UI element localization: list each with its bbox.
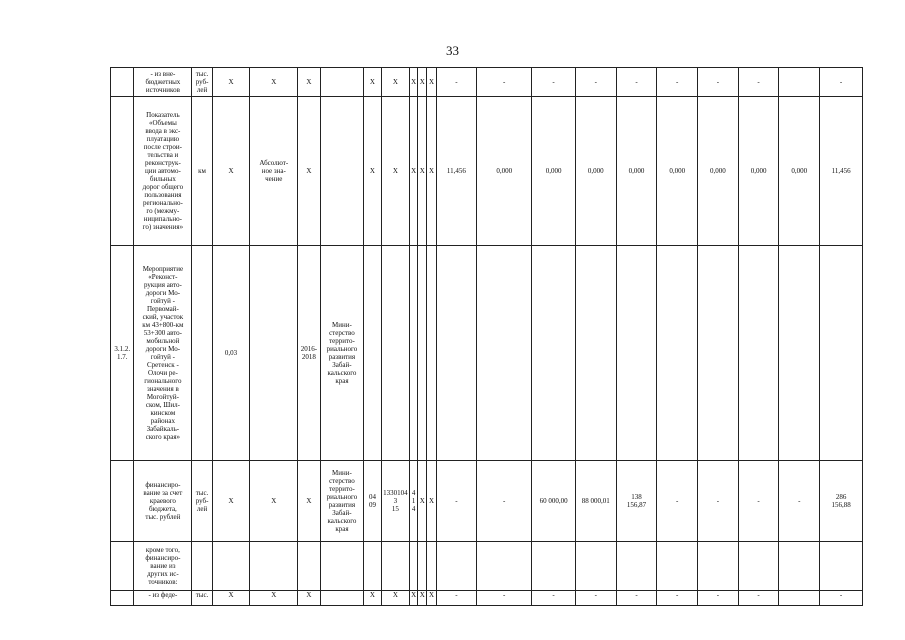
cell-value (532, 542, 576, 591)
cell-value (477, 542, 532, 591)
cell-value: - (477, 591, 532, 606)
cell-value: 0,000 (738, 97, 779, 246)
cell-number (111, 97, 134, 246)
cell-value (436, 246, 477, 461)
cell-value: - (436, 591, 477, 606)
cell-value (477, 246, 532, 461)
cell-value: - (698, 591, 739, 606)
cell-name: - из феде- (134, 591, 192, 606)
cell-c11: X (427, 461, 436, 542)
cell-total (820, 542, 863, 591)
cell-c4 (250, 246, 298, 461)
cell-name: кроме того, финансиро- вание из других ис- точников: (134, 542, 192, 591)
cell-value: - (738, 68, 779, 97)
cell-value: 0,000 (698, 97, 739, 246)
cell-value (738, 542, 779, 591)
cell-value: - (532, 68, 576, 97)
cell-value: - (657, 461, 698, 542)
cell-number (111, 591, 134, 606)
cell-c7: X (364, 68, 381, 97)
cell-value (575, 542, 616, 591)
cell-value: 0,000 (532, 97, 576, 246)
cell-value (779, 246, 820, 461)
cell-value (436, 542, 477, 591)
cell-c7: X (364, 97, 381, 246)
cell-value (738, 246, 779, 461)
cell-c4: Абсолют- ное зна- чение (250, 97, 298, 246)
program-table (110, 67, 863, 606)
cell-value: 0,000 (616, 97, 657, 246)
cell-unit: тыс. руб- лей (192, 461, 212, 542)
cell-value: - (779, 461, 820, 542)
cell-total: - (820, 591, 863, 606)
cell-unit (192, 542, 212, 591)
cell-value (779, 542, 820, 591)
cell-c11 (427, 246, 436, 461)
cell-value: - (738, 591, 779, 606)
cell-number (111, 542, 134, 591)
cell-value (532, 246, 576, 461)
cell-executor (320, 97, 364, 246)
cell-c8: X (381, 97, 409, 246)
cell-number: 3.1.2. 1.7. (111, 246, 134, 461)
cell-c7 (364, 542, 381, 591)
cell-name: - из вне- бюджетных источников (134, 68, 192, 97)
cell-executor (320, 591, 364, 606)
cell-value: 0,000 (657, 97, 698, 246)
cell-c7: X (364, 591, 381, 606)
cell-value (698, 542, 739, 591)
cell-c10 (418, 246, 427, 461)
cell-value: - (575, 591, 616, 606)
cell-target-article: 13301043 15 (381, 461, 409, 542)
cell-c11: X (427, 68, 436, 97)
cell-value: - (616, 591, 657, 606)
cell-value: 11,456 (436, 97, 477, 246)
table-row (111, 461, 863, 542)
cell-c9: X (410, 97, 418, 246)
table-row (111, 68, 863, 97)
cell-c8: X (381, 68, 409, 97)
cell-value: - (436, 461, 477, 542)
cell-c3: X (212, 68, 250, 97)
cell-value (575, 246, 616, 461)
cell-value: - (616, 68, 657, 97)
cell-c4 (250, 542, 298, 591)
cell-value: 0,000 (477, 97, 532, 246)
cell-total: 286 156,88 (820, 461, 863, 542)
cell-c10: X (418, 68, 427, 97)
cell-c8: X (381, 591, 409, 606)
cell-c11: X (427, 97, 436, 246)
cell-c5: 2016- 2018 (298, 246, 320, 461)
cell-executor: Мини- стерство террито- риального развития Забай- кальского края (320, 246, 364, 461)
cell-c11: X (427, 591, 436, 606)
cell-c8 (381, 542, 409, 591)
cell-c9: X (410, 68, 418, 97)
cell-c10: X (418, 461, 427, 542)
cell-unit: тыс. (192, 591, 212, 606)
cell-number (111, 461, 134, 542)
cell-value (657, 246, 698, 461)
cell-c5: X (298, 461, 320, 542)
cell-value (616, 246, 657, 461)
cell-total: - (820, 68, 863, 97)
cell-total: 11,456 (820, 97, 863, 246)
cell-value: - (698, 461, 739, 542)
cell-value: - (477, 461, 532, 542)
cell-c5: X (298, 68, 320, 97)
cell-c8 (381, 246, 409, 461)
cell-value: 138 156,87 (616, 461, 657, 542)
cell-c10 (418, 542, 427, 591)
cell-c4: X (250, 68, 298, 97)
cell-c3 (212, 542, 250, 591)
cell-total (820, 246, 863, 461)
cell-value: 0,000 (779, 97, 820, 246)
cell-unit: км (192, 97, 212, 246)
cell-c3: X (212, 591, 250, 606)
cell-value: - (657, 591, 698, 606)
cell-value: 0,000 (575, 97, 616, 246)
cell-c7 (364, 246, 381, 461)
table-row (111, 591, 863, 606)
cell-c3: 0,03 (212, 246, 250, 461)
cell-c9 (410, 246, 418, 461)
cell-c4: X (250, 591, 298, 606)
cell-value: - (477, 68, 532, 97)
cell-number (111, 68, 134, 97)
cell-value: - (575, 68, 616, 97)
cell-executor: Мини- стерство террито- риального развития Забай- кальского края (320, 461, 364, 542)
cell-value: 88 000,01 (575, 461, 616, 542)
page-number: 33 (446, 43, 459, 58)
cell-value: - (532, 591, 576, 606)
cell-c9: X (410, 591, 418, 606)
cell-name: Показатель «Объемы ввода в экс- плуатацию после строи- тельства и реконструк- ции автомо- бильных дорог общего пользования регионально- го (межму- ниципально- го) значения» (134, 97, 192, 246)
cell-c5: X (298, 97, 320, 246)
cell-value: - (436, 68, 477, 97)
cell-value (698, 246, 739, 461)
cell-value: 60 000,00 (532, 461, 576, 542)
cell-name: Мероприятие «Реконст- рукция авто- дороги Мо- гойтуй - Первомай- ский, участок км 43+800-км 53+300 авто- мобильной дороги Мо- гойтуй - Сретенск - Олочи ре- гионального значения в Могойтуй- ском, Шил- кинском районах Забайкаль- ского края» (134, 246, 192, 461)
cell-value: - (657, 68, 698, 97)
cell-c11 (427, 542, 436, 591)
cell-c5: X (298, 591, 320, 606)
cell-c10: X (418, 591, 427, 606)
cell-c4: X (250, 461, 298, 542)
cell-executor (320, 542, 364, 591)
cell-value (657, 542, 698, 591)
cell-section: 04 09 (364, 461, 381, 542)
cell-value: - (738, 461, 779, 542)
cell-unit: тыс. руб- лей (192, 68, 212, 97)
cell-name: финансиро- вание за счет краевого бюджета, тыс. рублей (134, 461, 192, 542)
cell-c10: X (418, 97, 427, 246)
cell-value: - (698, 68, 739, 97)
cell-expense-type: 4 1 4 (410, 461, 418, 542)
table-row (111, 542, 863, 591)
cell-value (779, 591, 820, 606)
cell-value (616, 542, 657, 591)
cell-c3: X (212, 461, 250, 542)
cell-executor (320, 68, 364, 97)
cell-value (779, 68, 820, 97)
cell-c3: X (212, 97, 250, 246)
cell-unit (192, 246, 212, 461)
cell-c5 (298, 542, 320, 591)
table-row (111, 97, 863, 246)
table-row (111, 246, 863, 461)
cell-c9 (410, 542, 418, 591)
